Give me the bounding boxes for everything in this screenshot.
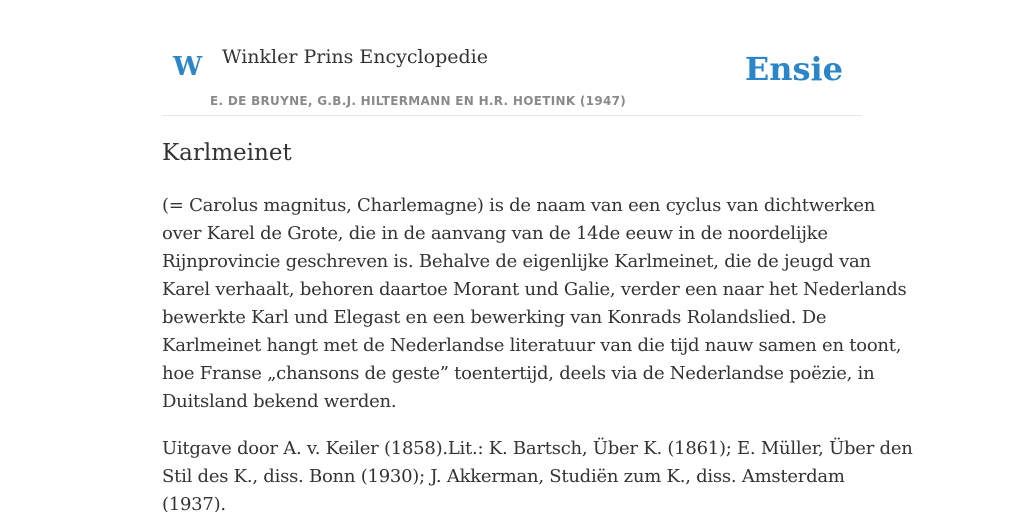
paragraph-line: over Karel de Grote, die in de aanvang van de 14de eeuw in de noordelijke [162, 223, 828, 244]
article-title: Karlmeinet [162, 140, 292, 166]
paragraph-line: Stil des K., diss. Bonn (1930); J. Akkerman, Studiën zum K., diss. Amsterdam [162, 466, 845, 487]
article-body [162, 192, 913, 512]
paragraph-line: Duitsland bekend werden. [162, 391, 397, 412]
paragraph-line: (= Carolus magnitus, Charlemagne) is de naam van een cyclus van dichtwerken [162, 195, 876, 216]
paragraph-line: (1937). [162, 494, 226, 512]
paragraph-line: hoe Franse „chansons de geste” toentertijd, deels via de Nederlandse poëzie, in [162, 363, 875, 384]
paragraph-line: bewerkte Karl und Elegast en een bewerking van Konrads Rolandslied. De [162, 307, 827, 328]
paragraph-2 [162, 435, 913, 512]
paragraph-line: Karlmeinet hangt met de Nederlandse literatuur van die tijd nauw samen en toont, [162, 335, 902, 356]
brand-logo[interactable]: Ensie [744, 50, 843, 88]
publication-authors: E. DE BRUYNE, G.B.J. HILTERMANN EN H.R. HOETINK (1947) [210, 94, 627, 108]
logo-w-icon[interactable]: W [173, 52, 203, 82]
paragraph-line: Karel verhaalt, behoren daartoe Morant und Galie, verder een naar het Nederlands [162, 279, 907, 300]
paragraph-line: Uitgave door A. v. Keiler (1858).Lit.: K. Bartsch, Über K. (1861); E. Müller, Über den [162, 438, 913, 459]
paragraph-1 [162, 192, 907, 416]
site-header [162, 40, 862, 116]
paragraph-line: Rijnprovincie geschreven is. Behalve de eigenlijke Karlmeinet, die de jeugd van [162, 251, 871, 272]
publication-title[interactable]: Winkler Prins Encyclopedie [222, 46, 488, 68]
